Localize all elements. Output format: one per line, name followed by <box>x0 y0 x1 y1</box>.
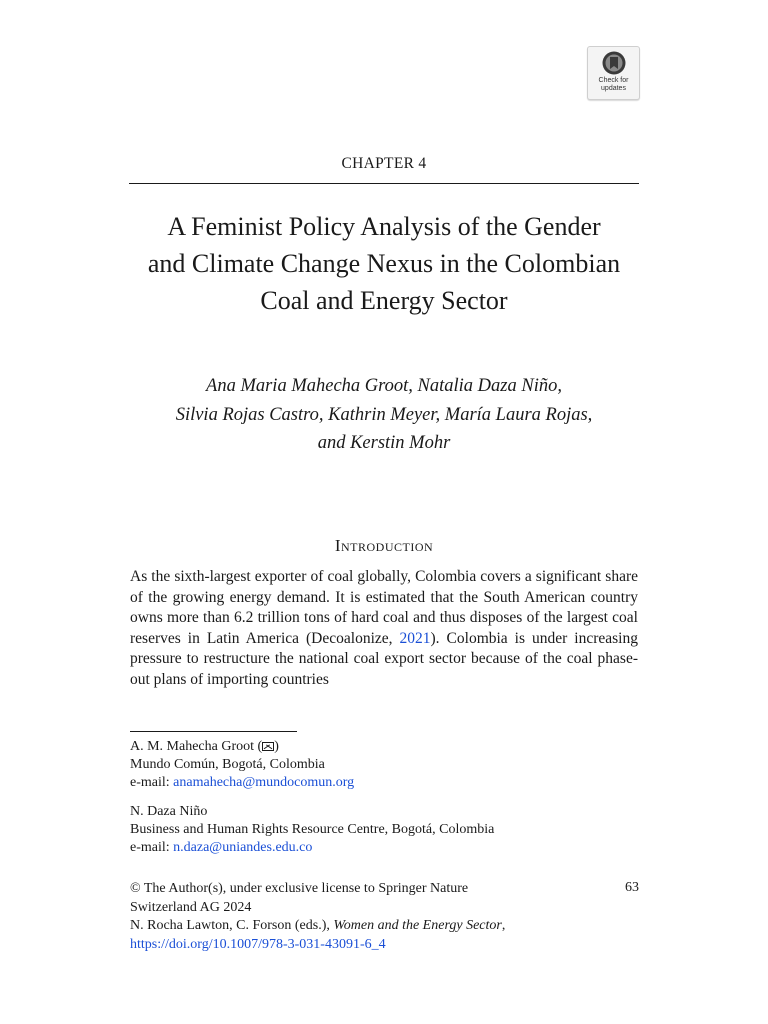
body-paragraph <box>130 567 638 690</box>
bookmark-icon <box>602 51 626 75</box>
affiliation <box>130 803 638 857</box>
envelope-icon <box>262 742 274 751</box>
badge-label-line1: Check for <box>598 77 629 84</box>
affiliation-name <box>130 738 638 756</box>
book-title: Women and the Energy Sector <box>333 918 502 933</box>
affiliation-email-row <box>130 839 638 857</box>
copyright-line: Switzerland AG 2024 <box>130 899 252 915</box>
chapter-title <box>100 208 668 319</box>
editors: N. Rocha Lawton, C. Forson (eds.), <box>130 918 334 933</box>
copyright-block <box>130 880 638 954</box>
email-link[interactable]: n.daza@uniandes.edu.co <box>173 840 313 855</box>
check-for-updates-badge[interactable] <box>587 46 640 100</box>
author-line: Ana Maria Mahecha Groot, Natalia Daza Niño, <box>206 376 562 396</box>
doi-link[interactable]: https://doi.org/10.1007/978-3-031-43091-6_4 <box>130 936 386 952</box>
author-list <box>120 372 648 458</box>
citation-link[interactable]: 2021 <box>399 629 431 647</box>
footnote-rule <box>130 731 297 732</box>
author-line: and Kerstin Mohr <box>317 433 451 453</box>
badge-label-line2: updates <box>601 85 626 92</box>
page-number: 63 <box>625 880 639 895</box>
name-close: ) <box>274 739 279 754</box>
body-text: ). Colombia is under increasing pressure to restructure the national coal export sector because of the coal phase-out plans of importing countries <box>130 629 638 688</box>
book-suffix: , <box>501 918 506 933</box>
chapter-label: CHAPTER 4 <box>341 155 427 172</box>
email-label: e-mail: <box>130 775 174 790</box>
chapter-rule <box>129 183 639 184</box>
affiliation-email-row <box>130 774 638 792</box>
affiliation <box>130 738 638 792</box>
author-name: A. M. Mahecha Groot ( <box>130 739 263 754</box>
section-heading: Introduction <box>334 536 434 555</box>
email-label: e-mail: <box>130 840 174 855</box>
email-link[interactable]: anamahecha@mundocomun.org <box>173 775 355 790</box>
title-line: Coal and Energy Sector <box>260 286 508 315</box>
affiliation-org: Business and Human Rights Resource Centre, Bogotá, Colombia <box>130 822 495 837</box>
book-citation <box>130 917 638 936</box>
copyright-line: © The Author(s), under exclusive license to Springer Nature <box>130 881 469 896</box>
title-line: A Feminist Policy Analysis of the Gender <box>167 212 601 241</box>
affiliation-org: Mundo Común, Bogotá, Colombia <box>130 757 325 772</box>
affiliation-name: N. Daza Niño <box>130 804 208 819</box>
title-line: and Climate Change Nexus in the Colombian <box>147 249 621 278</box>
author-line: Silvia Rojas Castro, Kathrin Meyer, María Laura Rojas, <box>175 404 593 425</box>
body-text: As the sixth-largest exporter of coal globally, Colombia covers a significant share of the growing energy demand. It is estimated that the South American country owns more than 6.2 trillion tons of hard coal and thus disposes of the largest coal reserves in Latin America (Decoalonize, <box>130 568 638 647</box>
